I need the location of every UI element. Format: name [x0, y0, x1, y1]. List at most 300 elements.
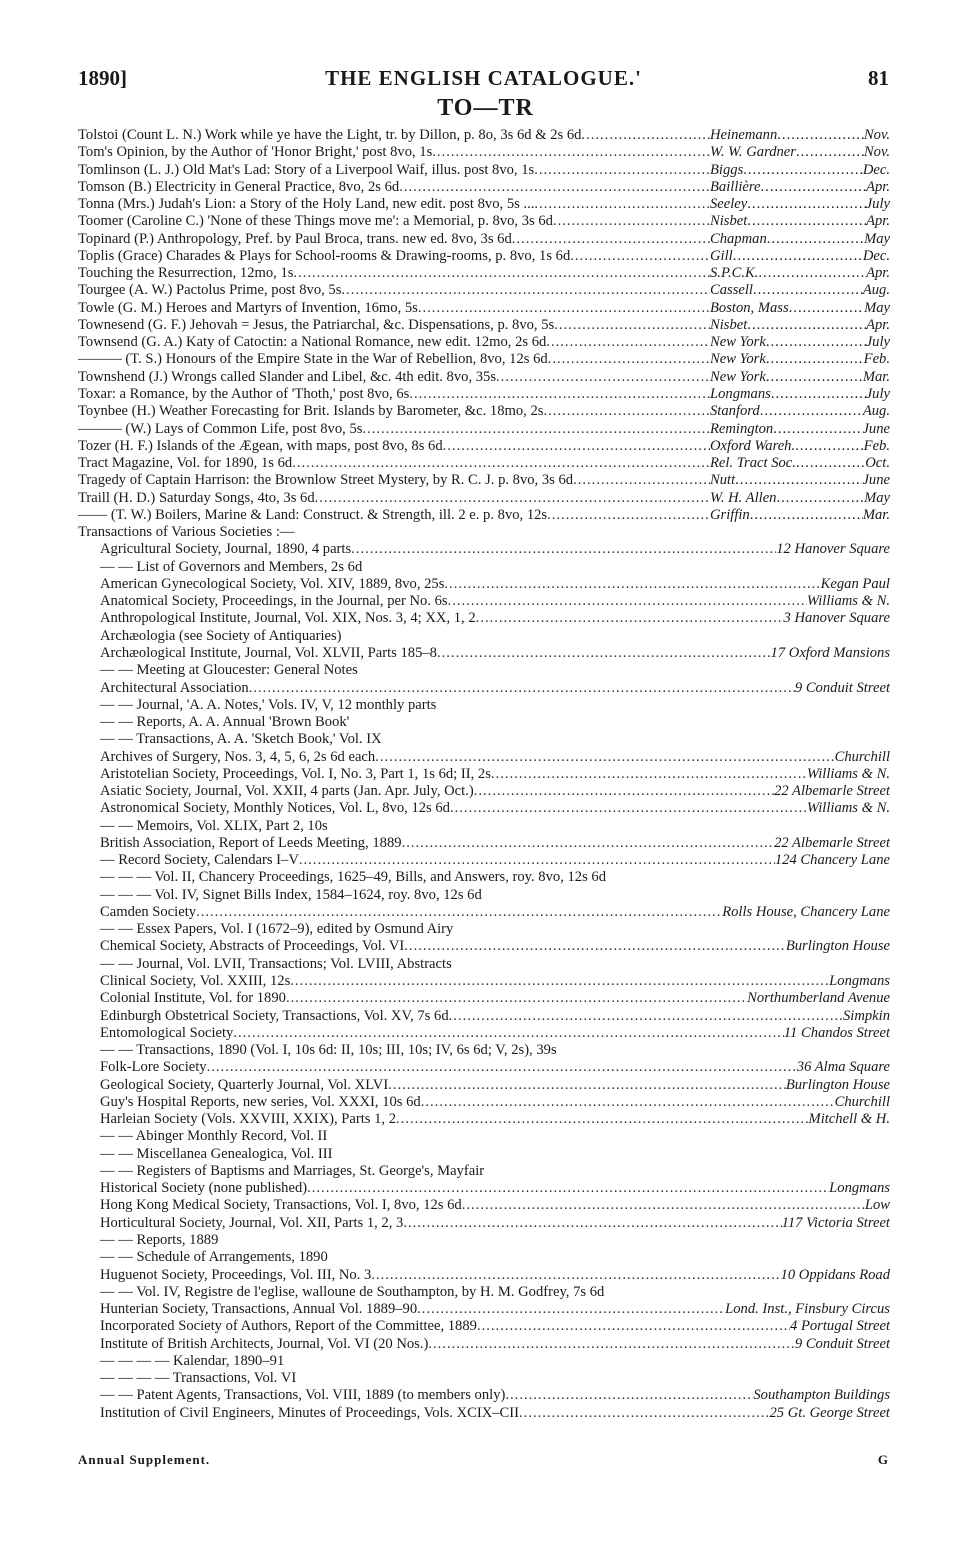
leader-dots — [496, 369, 710, 386]
transactions-heading-text: Transactions of Various Societies :— — [78, 524, 295, 541]
society-text: — — Journal, 'A. A. Notes,' Vols. IV, V, 12 monthly parts — [100, 696, 437, 713]
society-address: Northumberland Avenue — [747, 990, 890, 1007]
catalogue-entry — [78, 127, 890, 144]
leader-dots — [341, 282, 710, 299]
leader-dots — [477, 1318, 790, 1335]
entry-text: Townshend (J.) Wrongs called Slander and Libel, &c. 4th edit. 8vo, 35s — [78, 368, 497, 385]
entry-publication — [710, 265, 890, 282]
society-address: Longmans — [829, 1180, 890, 1197]
society-entry — [78, 973, 890, 990]
leader-dots — [371, 1267, 780, 1284]
society-entry — [78, 680, 890, 697]
leader-dots — [750, 507, 863, 524]
catalogue-entry — [78, 179, 890, 196]
entry-text: Toplis (Grace) Charades & Plays for School-rooms & Drawing-rooms, p. 8vo, 1s 6d — [78, 247, 571, 264]
society-text: Asiatic Society, Journal, Vol. XXII, 4 parts (Jan. Apr. July, Oct.) — [100, 783, 474, 800]
society-text: Anatomical Society, Proceedings, in the Journal, per No. 6s — [100, 593, 448, 610]
leader-dots — [534, 196, 710, 213]
catalogue-entry — [78, 369, 890, 386]
society-entry — [78, 800, 890, 817]
entry-text: Towle (G. M.) Heroes and Martyrs of Invention, 16mo, 5s — [78, 299, 418, 316]
entry-text: Tract Magazine, Vol. for 1890, 1s 6d — [78, 455, 293, 472]
catalogue-entry — [78, 351, 890, 368]
entry-publication — [710, 317, 890, 334]
catalogue-entry — [78, 162, 890, 179]
entry-text: Tozer (H. F.) Islands of the Ægean, with maps, post 8vo, 8s 6d — [78, 437, 443, 454]
entry-month: Mar. — [862, 506, 890, 523]
society-entry — [78, 1025, 890, 1042]
entry-text: Toxar: a Romance, by the Author of 'Thoth,' post 8vo, 6s — [78, 385, 410, 402]
catalogue-entry — [78, 144, 890, 161]
catalogue-entry — [78, 472, 890, 489]
leader-dots — [421, 1094, 835, 1111]
society-text: Colonial Institute, Vol. for 1890 — [100, 990, 286, 1007]
society-address: 3 Hanover Square — [783, 610, 890, 627]
society-text: Harleian Society (Vols. XXVIII, XXIX), Parts 1, 2 — [100, 1111, 397, 1128]
catalogue-entry — [78, 282, 890, 299]
society-text: Agricultural Society, Journal, 1890, 4 parts — [100, 541, 352, 558]
society-entry — [78, 1318, 890, 1335]
society-entry — [78, 852, 890, 869]
leader-dots — [777, 127, 864, 144]
leader-dots — [196, 904, 722, 921]
entry-publisher: W. H. Allen — [710, 489, 777, 506]
leader-dots — [444, 576, 820, 593]
entry-publication — [710, 472, 890, 489]
entry-text: Tom's Opinion, by the Author of 'Honor Bright,' post 8vo, 1s — [78, 144, 433, 161]
leader-dots — [388, 1077, 786, 1094]
leader-dots — [519, 1405, 769, 1422]
society-text: Clinical Society, Vol. XXIII, 12s — [100, 973, 291, 990]
catalogue-entry — [78, 334, 890, 351]
transactions-heading — [78, 524, 890, 541]
leader-dots — [399, 179, 710, 196]
entry-text: Traill (H. D.) Saturday Songs, 4to, 3s 6d — [78, 489, 315, 506]
entry-publication — [710, 455, 890, 472]
leader-dots — [795, 438, 864, 455]
society-entry — [78, 1180, 890, 1197]
society-entry — [78, 1267, 890, 1284]
society-text: American Gynecological Society, Vol. XIV, 1889, 8vo, 25s — [100, 575, 445, 592]
entry-publisher: Oxford Wareh. — [710, 437, 796, 454]
leader-dots — [233, 1025, 783, 1042]
entry-text: Townesend (G. F.) Jehovah = Jesus, the Patriarchal, &c. Dispensations, p. 8vo, 5s — [78, 316, 555, 333]
leader-dots — [432, 144, 710, 161]
leader-dots — [570, 248, 710, 265]
catalogue-entry — [78, 386, 890, 403]
society-address: Churchill — [834, 748, 890, 765]
entry-text: Tomlinson (L. J.) Old Mat's Lad: Story of a Liverpool Waif, illus. post 8vo, 1s — [78, 161, 535, 178]
entry-text: Toynbee (H.) Weather Forecasting for Brit. Islands by Barometer, &c. 18mo, 2s — [78, 403, 544, 420]
society-text: — — Memoirs, Vol. XLIX, Part 2, 10s — [100, 817, 328, 834]
society-text: Incorporated Society of Authors, Report of the Committee, 1889 — [100, 1318, 477, 1335]
society-address: 124 Chancery Lane — [774, 852, 890, 869]
entry-publisher: Seeley — [710, 196, 748, 213]
catalogue-entry — [78, 213, 890, 230]
entry-month: Aug. — [862, 282, 890, 299]
society-text: — — Reports, A. A. Annual 'Brown Book' — [100, 714, 350, 731]
entry-publisher: Stanford — [710, 403, 760, 420]
society-entry — [78, 956, 890, 973]
entry-text: Tomson (B.) Electricity in General Practice, 8vo, 2s 6d — [78, 178, 400, 195]
entry-publisher: Baillière — [710, 178, 761, 195]
leader-dots — [402, 835, 775, 852]
entry-publisher: Griffin — [710, 506, 750, 523]
entry-text: Topinard (P.) Anthropology, Pref. by Paul Broca, trans. new ed. 8vo, 3s 6d — [78, 230, 512, 247]
society-entry — [78, 1128, 890, 1145]
entry-month: Dec. — [862, 247, 890, 264]
entry-month: July — [865, 385, 890, 402]
society-text: British Association, Report of Leeds Meeting, 1889 — [100, 834, 402, 851]
society-entry — [78, 1405, 890, 1422]
page-footer — [78, 1452, 889, 1468]
society-entry — [78, 1249, 890, 1266]
leader-dots — [771, 386, 866, 403]
society-entry — [78, 1370, 890, 1387]
entry-publisher: Rel. Tract Soc. — [710, 455, 796, 472]
leader-dots — [443, 438, 710, 455]
entry-publisher: Biggs — [710, 161, 744, 178]
entry-publication — [710, 421, 890, 438]
entry-month: May — [864, 489, 890, 506]
leader-dots — [553, 213, 710, 230]
society-text: Camden Society — [100, 903, 197, 920]
leader-dots — [760, 403, 863, 420]
society-entry — [78, 1077, 890, 1094]
leader-dots — [743, 162, 863, 179]
leader-dots — [796, 455, 865, 472]
leader-dots — [733, 248, 863, 265]
society-text: — — — — Kalendar, 1890–91 — [100, 1352, 285, 1369]
leader-dots — [761, 179, 867, 196]
society-address: 4 Portugal Street — [790, 1318, 890, 1335]
society-entry — [78, 921, 890, 938]
society-text: Anthropological Institute, Journal, Vol. XIX, Nos. 3, 4; XX, 1, 2 — [100, 610, 476, 627]
leader-dots — [417, 1301, 725, 1318]
society-text: Archæological Institute, Journal, Vol. XLVII, Parts 185–8 — [100, 644, 437, 661]
entry-publication — [710, 127, 890, 144]
entry-publication — [710, 369, 890, 386]
entry-publisher: New York — [710, 334, 766, 351]
society-entry — [78, 887, 890, 904]
society-text: — — Schedule of Arrangements, 1890 — [100, 1249, 328, 1266]
leader-dots — [505, 1387, 753, 1404]
society-text: Aristotelian Society, Proceedings, Vol. I, No. 3, Part 1, 1s 6d; II, 2s — [100, 765, 491, 782]
entry-month: May — [864, 230, 890, 247]
society-entry — [78, 835, 890, 852]
leader-dots — [776, 490, 864, 507]
entry-text: Tolstoi (Count L. N.) Work while ye have the Light, tr. by Dillon, p. 8o, 3s 6d & 2s 6d — [78, 127, 582, 143]
leader-dots — [581, 127, 710, 144]
leader-dots — [548, 351, 710, 368]
society-address: Lond. Inst., Finsbury Circus — [725, 1301, 890, 1318]
society-text: Entomological Society — [100, 1024, 234, 1041]
entry-month: Feb. — [863, 351, 890, 368]
entry-text: ——— (W.) Lays of Common Life, post 8vo, 5s — [78, 420, 363, 437]
society-entry — [78, 869, 890, 886]
society-entry — [78, 766, 890, 783]
society-text: Archæologia (see Society of Antiquaries) — [100, 627, 342, 644]
entry-publication — [710, 196, 890, 213]
entry-publication — [710, 162, 890, 179]
society-text: Hunterian Society, Transactions, Annual Vol. 1889–90 — [100, 1301, 418, 1318]
leader-dots — [404, 938, 786, 955]
leader-dots — [543, 403, 710, 420]
leader-dots — [796, 144, 864, 161]
society-text: Geological Society, Quarterly Journal, Vol. XLVI — [100, 1076, 389, 1093]
entry-publication — [710, 248, 890, 265]
society-text: — — Journal, Vol. LVII, Transactions; Vol. LVIII, Abstracts — [100, 955, 452, 972]
leader-dots — [375, 749, 834, 766]
society-entry — [78, 697, 890, 714]
society-text: Guy's Hospital Reports, new series, Vol. XXXI, 10s 6d — [100, 1093, 421, 1110]
catalogue-entry — [78, 438, 890, 455]
entry-month: Feb. — [863, 437, 890, 454]
leader-dots — [286, 990, 747, 1007]
society-entry — [78, 1094, 890, 1111]
leader-dots — [758, 265, 866, 282]
entry-month: Apr. — [866, 178, 890, 195]
society-entry — [78, 1197, 890, 1214]
society-address: Low — [864, 1197, 890, 1214]
society-address: Simpkin — [842, 1007, 890, 1024]
society-text: Chemical Society, Abstracts of Proceedings, Vol. VI — [100, 938, 405, 955]
society-text: — — List of Governors and Members, 2s 6d — [100, 558, 363, 575]
leader-dots — [547, 507, 710, 524]
entry-month: Oct. — [865, 455, 890, 472]
entry-month: Dec. — [862, 161, 890, 178]
entry-text: Toomer (Caroline C.) 'None of these Things move me': a Memorial, p. 8vo, 3s 6d — [78, 213, 553, 230]
entry-publisher: Remington — [710, 420, 774, 437]
catalogue-entry — [78, 196, 890, 213]
society-entry — [78, 818, 890, 835]
society-address: Churchill — [834, 1093, 890, 1110]
entry-text: Touching the Resurrection, 12mo, 1s — [78, 265, 294, 282]
entry-publication — [710, 282, 890, 299]
entry-month: Nov. — [863, 144, 890, 161]
entry-month: June — [862, 472, 890, 489]
society-entry — [78, 990, 890, 1007]
society-address: Williams & N. — [806, 800, 890, 817]
entry-publication — [710, 213, 890, 230]
society-entry — [78, 541, 890, 558]
entry-publisher: Chapman — [710, 230, 767, 247]
catalogue-entry — [78, 317, 890, 334]
entry-publication — [710, 386, 890, 403]
leader-dots — [747, 213, 866, 230]
leader-dots — [403, 1215, 781, 1232]
leader-dots — [789, 300, 864, 317]
society-text: — — Patent Agents, Transactions, Vol. VIII, 1889 (to members only) — [100, 1387, 506, 1404]
society-entry — [78, 1008, 890, 1025]
leader-dots — [773, 421, 862, 438]
society-entry — [78, 1059, 890, 1076]
entry-month: Mar. — [862, 368, 890, 385]
entry-publisher: Heinemann — [710, 127, 778, 143]
leader-dots — [299, 852, 775, 869]
entry-publication — [710, 231, 890, 248]
entry-publisher: New York — [710, 368, 766, 385]
society-address: 22 Albemarle Street — [774, 783, 890, 800]
entry-publication — [710, 507, 890, 524]
society-entry — [78, 662, 890, 679]
society-address: Williams & N. — [806, 765, 890, 782]
entry-month: May — [864, 299, 890, 316]
leader-dots — [766, 351, 864, 368]
entry-month: Apr. — [866, 265, 890, 282]
catalogue-entry — [78, 231, 890, 248]
society-entry — [78, 645, 890, 662]
society-address: Longmans — [829, 973, 890, 990]
society-entry — [78, 559, 890, 576]
catalogue-entry — [78, 421, 890, 438]
society-text: — — — Vol. II, Chancery Proceedings, 1625–49, Bills, and Answers, roy. 8vo, 12s 6d — [100, 869, 607, 886]
society-address: Rolls House, Chancery Lane — [722, 903, 890, 920]
header-title: THE ENGLISH CATALOGUE.' — [325, 66, 642, 90]
leader-dots — [351, 541, 776, 558]
header-year: 1890] — [78, 66, 127, 90]
entry-publisher: Boston, Mass — [710, 299, 789, 316]
society-text: Archives of Surgery, Nos. 3, 4, 5, 6, 2s 6d each — [100, 748, 376, 765]
society-address: 9 Conduit Street — [794, 1335, 890, 1352]
entry-publisher: Nisbet — [710, 316, 748, 333]
society-entry — [78, 1146, 890, 1163]
society-text: — — — — Transactions, Vol. VI — [100, 1370, 297, 1387]
leader-dots — [753, 282, 863, 299]
leader-dots — [207, 1059, 797, 1076]
society-text: — — Meeting at Gloucester: General Notes — [100, 662, 358, 679]
leader-dots — [766, 369, 863, 386]
society-text: Architectural Association — [100, 679, 249, 696]
entry-month: July — [865, 334, 890, 351]
entry-publication — [710, 351, 890, 368]
leader-dots — [448, 593, 807, 610]
leader-dots — [462, 1197, 865, 1214]
society-address: Burlington House — [785, 1076, 890, 1093]
leader-dots — [307, 1180, 829, 1197]
leader-dots — [428, 1336, 795, 1353]
page-header — [78, 66, 889, 96]
leader-dots — [293, 265, 710, 282]
society-entry — [78, 1336, 890, 1353]
society-text: Horticultural Society, Journal, Vol. XII, Parts 1, 2, 3 — [100, 1214, 404, 1231]
society-text: — — Transactions, A. A. 'Sketch Book,' Vol. IX — [100, 731, 382, 748]
entry-text: Tourgee (A. W.) Pactolus Prime, post 8vo, 5s — [78, 282, 342, 299]
society-entry — [78, 1163, 890, 1180]
leader-dots — [476, 610, 784, 627]
catalogue-entry — [78, 403, 890, 420]
leader-dots — [767, 231, 864, 248]
society-address: 25 Gt. George Street — [769, 1404, 890, 1421]
society-text: Historical Society (none published) — [100, 1180, 308, 1197]
society-text: — — Transactions, 1890 (Vol. I, 10s 6d: II, 10s; III, 10s; IV, 6s 6d; V, 2s), 39s — [100, 1042, 557, 1059]
society-entry — [78, 1387, 890, 1404]
society-address: 11 Chandos Street — [783, 1024, 890, 1041]
entry-publication — [710, 300, 890, 317]
society-entry — [78, 1042, 890, 1059]
society-text: Folk-Lore Society — [100, 1059, 207, 1076]
leader-dots — [546, 334, 710, 351]
society-text: — — Essex Papers, Vol. I (1672–9), edited by Osmund Airy — [100, 921, 454, 938]
society-entry — [78, 749, 890, 766]
society-address: 36 Alma Square — [796, 1059, 890, 1076]
society-address: Southampton Buildings — [753, 1387, 890, 1404]
leader-dots — [534, 162, 710, 179]
society-entry — [78, 1111, 890, 1128]
leader-dots — [735, 472, 862, 489]
society-text: Institute of British Architects, Journal, Vol. VI (20 Nos.) — [100, 1335, 429, 1352]
entry-publication — [710, 179, 890, 196]
leader-dots — [249, 680, 795, 697]
catalogue-entry — [78, 490, 890, 507]
society-entry — [78, 1232, 890, 1249]
society-address: Burlington House — [785, 938, 890, 955]
leader-dots — [396, 1111, 809, 1128]
society-address: 10 Oppidans Road — [780, 1266, 890, 1283]
leader-dots — [766, 334, 866, 351]
society-text: Institution of Civil Engineers, Minutes of Proceedings, Vols. XCIX–CII — [100, 1404, 520, 1421]
society-entry — [78, 1301, 890, 1318]
society-entry — [78, 904, 890, 921]
society-address: Mitchell & H. — [808, 1111, 890, 1128]
leader-dots — [292, 455, 710, 472]
entry-publisher: New York — [710, 351, 766, 368]
entry-text: Tonna (Mrs.) Judah's Lion: a Story of the Holy Land, new edit. post 8vo, 5s ... — [78, 196, 535, 213]
entry-publisher: Gill — [710, 247, 733, 264]
entry-text: —— (T. W.) Boilers, Marine & Land: Construct. & Strength, ill. 2 e. p. 8vo, 12s — [78, 506, 548, 523]
leader-dots — [573, 472, 710, 489]
entry-month: Apr. — [866, 316, 890, 333]
society-text: — Record Society, Calendars I–V — [100, 852, 299, 869]
society-text: — — Registers of Baptisms and Marriages, St. George's, Mayfair — [100, 1162, 485, 1179]
entry-publication — [710, 490, 890, 507]
society-text: Huguenot Society, Proceedings, Vol. III, No. 3 — [100, 1266, 372, 1283]
society-entry — [78, 783, 890, 800]
leader-dots — [474, 783, 774, 800]
society-entry — [78, 1353, 890, 1370]
society-text: Hong Kong Medical Society, Transactions, Vol. I, 8vo, 12s 6d — [100, 1197, 462, 1214]
leader-dots — [491, 766, 807, 783]
entry-month: Nov. — [863, 127, 890, 143]
catalogue-entries — [78, 127, 890, 1422]
society-address: 17 Oxford Mansions — [770, 644, 890, 661]
entry-publication — [710, 334, 890, 351]
leader-dots — [290, 973, 829, 990]
entry-text: Tragedy of Captain Harrison: the Brownlow Street Mystery, by R. C. J. p. 8vo, 3s 6d — [78, 472, 574, 489]
entry-month: June — [862, 420, 890, 437]
catalogue-entry — [78, 455, 890, 472]
signature-mark: G — [877, 1452, 889, 1467]
catalogue-entry — [78, 248, 890, 265]
leader-dots — [747, 317, 866, 334]
entry-publisher: Longmans — [710, 385, 771, 402]
society-entry — [78, 610, 890, 627]
entry-publication — [710, 403, 890, 420]
leader-dots — [315, 490, 710, 507]
society-entry — [78, 576, 890, 593]
society-entry — [78, 1284, 890, 1301]
entry-text: ——— (T. S.) Honours of the Empire State in the War of Rebellion, 8vo, 12s 6d — [78, 351, 548, 368]
entry-month: Apr. — [866, 213, 890, 230]
leader-dots — [747, 196, 865, 213]
society-text: — — Reports, 1889 — [100, 1232, 219, 1248]
society-text: — — Abinger Monthly Record, Vol. II — [100, 1128, 328, 1145]
leader-dots — [512, 231, 710, 248]
entry-publisher: Cassell — [710, 282, 753, 299]
leader-dots — [449, 1008, 843, 1025]
society-entry — [78, 628, 890, 645]
catalogue-entry — [78, 300, 890, 317]
